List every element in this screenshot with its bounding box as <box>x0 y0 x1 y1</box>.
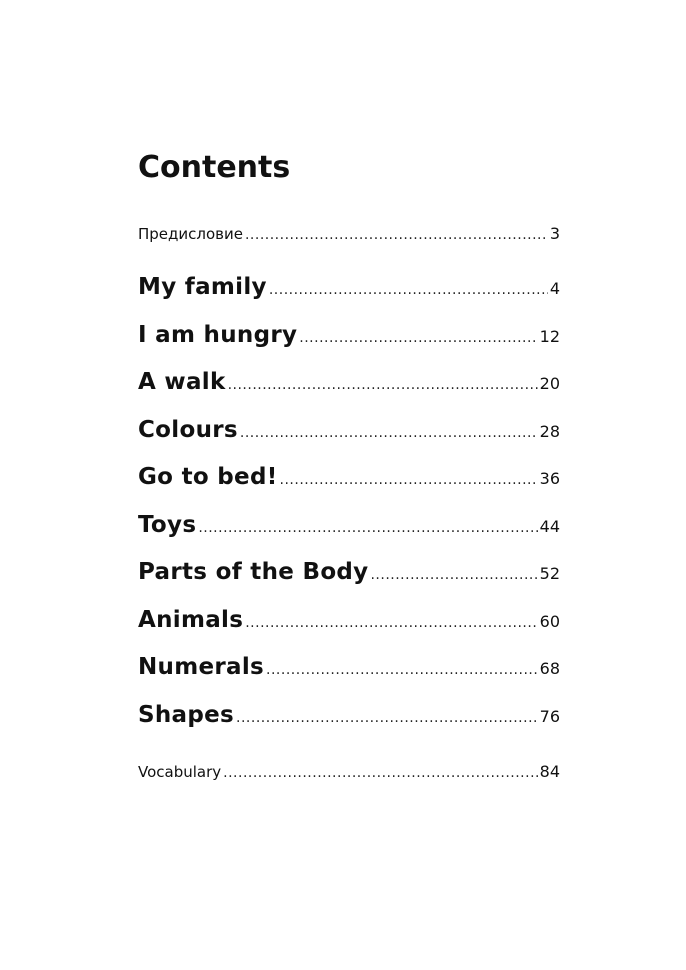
toc-entry-page-number: 84 <box>539 762 560 781</box>
dot-leader <box>299 330 537 346</box>
toc-entry-label: I am hungry <box>138 322 298 348</box>
toc-entry-page-number: 68 <box>539 659 560 678</box>
toc-entry-vocabulary[interactable] <box>138 762 560 781</box>
page-title: Contents <box>138 150 291 185</box>
dot-leader <box>370 567 537 583</box>
toc-entry-page-number: 36 <box>539 469 560 488</box>
toc-entry-numerals[interactable] <box>138 654 560 680</box>
toc-entry-label: Colours <box>138 417 238 443</box>
toc-entry-page-number: 44 <box>539 517 560 536</box>
dot-leader <box>236 710 538 726</box>
toc-entry-preface[interactable] <box>138 224 560 243</box>
toc-entry-page-number: 12 <box>539 327 560 346</box>
toc-entry-label: My family <box>138 274 267 300</box>
toc-entry-my-family[interactable] <box>138 274 560 300</box>
dot-leader <box>228 377 538 393</box>
toc-entry-page-number: 52 <box>539 564 560 583</box>
toc-entry-go-to-bed[interactable] <box>138 464 560 490</box>
toc-entry-label: Vocabulary <box>138 763 222 781</box>
toc-entry-label: Shapes <box>138 702 235 728</box>
toc-entry-a-walk[interactable] <box>138 369 560 395</box>
toc-entry-toys[interactable] <box>138 512 560 538</box>
dot-leader <box>240 425 538 441</box>
dot-leader <box>266 662 538 678</box>
toc-entry-label: Numerals <box>138 654 265 680</box>
toc-entry-page-number: 28 <box>539 422 560 441</box>
toc-entry-page-number: 76 <box>539 707 560 726</box>
toc-entry-page-number: 4 <box>549 279 560 298</box>
toc-entry-parts-of-the-body[interactable] <box>138 559 560 585</box>
dot-leader <box>280 472 538 488</box>
toc-entry-colours[interactable] <box>138 417 560 443</box>
toc-entry-animals[interactable] <box>138 607 560 633</box>
toc-entry-page-number: 20 <box>539 374 560 393</box>
dot-leader <box>198 520 537 536</box>
toc-entry-label: Parts of the Body <box>138 559 369 585</box>
toc-entry-i-am-hungry[interactable] <box>138 322 560 348</box>
dot-leader <box>245 615 537 631</box>
toc-entry-page-number: 3 <box>549 224 560 243</box>
toc-entry-page-number: 60 <box>539 612 560 631</box>
toc-entry-shapes[interactable] <box>138 702 560 728</box>
contents-page <box>138 0 560 970</box>
toc-entry-label: Toys <box>138 512 197 538</box>
toc-entry-label: Go to bed! <box>138 464 278 490</box>
toc-entry-label: A walk <box>138 369 226 395</box>
dot-leader <box>223 765 537 781</box>
dot-leader <box>245 227 548 243</box>
dot-leader <box>269 282 548 298</box>
toc-entry-label: Animals <box>138 607 244 633</box>
toc-entry-label: Предисловие <box>138 225 243 243</box>
